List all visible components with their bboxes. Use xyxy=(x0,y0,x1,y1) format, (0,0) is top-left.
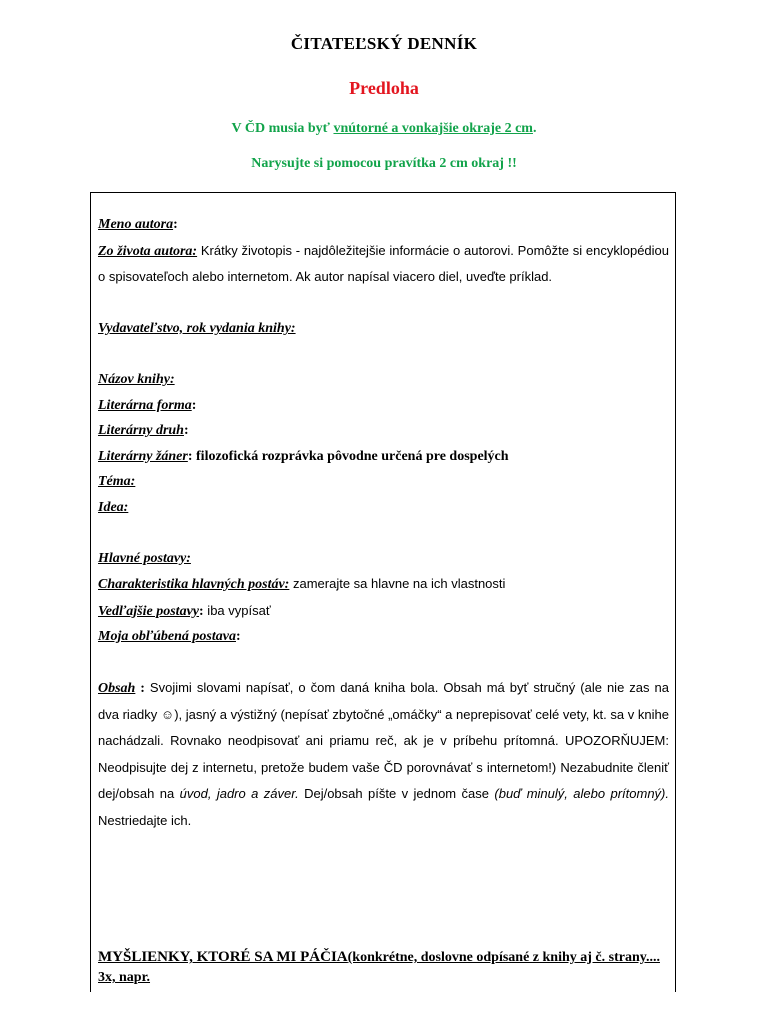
form-label: Literárna forma xyxy=(98,397,192,413)
form-line xyxy=(98,393,669,419)
life-text: Krátky životopis - najdôležitejšie informácie o autorovi. Pomôžte si encyklopédiou o spisovateľoch alebo internetom. Ak autor napísal viacero diel, uveďte príklad. xyxy=(98,242,669,284)
side-chars-colon: : xyxy=(199,603,204,619)
margin-note-prefix: V ČD musia byť xyxy=(231,121,334,136)
fav-char-label: Moja obľúbená postava xyxy=(98,629,236,644)
margin-note-underlined: vnútorné a vonkajšie okraje 2 cm xyxy=(333,121,533,136)
main-chars-label: Hlavné postavy: xyxy=(98,550,191,566)
kind-line xyxy=(98,418,669,444)
content-colon: : xyxy=(135,681,145,696)
quotes-heading-rest: (konkrétne, doslovne odpísané z knihy aj č. strany.... 3x, napr. xyxy=(98,950,660,985)
author-line xyxy=(98,212,669,238)
char-desc-label: Charakteristika hlavných postáv: xyxy=(98,577,290,592)
quotes-heading xyxy=(98,947,669,988)
idea-label: Idea: xyxy=(98,499,129,515)
side-chars-line xyxy=(98,598,669,625)
publisher-line xyxy=(98,316,669,342)
content-italic-1: úvod, jadro a záver. xyxy=(179,786,299,801)
side-chars-label: Vedľajšie postavy xyxy=(98,603,200,619)
quotes-heading-main: MYŠLIENKY, KTORÉ SA MI PÁČIA xyxy=(98,949,348,965)
content-paragraph xyxy=(98,675,669,834)
fav-char-colon: : xyxy=(235,629,241,644)
content-text-1: Svojimi slovami napísať, o čom daná kniha bola. Obsah má byť stručný (ale nie zas na dva riadky ☺), jasný a výstižný (nepísať zbytočné „omáčky“ a neprepisovať celé vety, kt. sa v knihe nachádzali. Rovnako neodpisovať ani priamu reč, ak je v príbehu prítomná. UPOZORŇUJEM: Neodpisujte dej z internetu, pretože budem vaše ČD porovnávať s internetom!) Nezabudnite členiť dej/obsah na xyxy=(98,680,669,801)
char-desc-line xyxy=(98,571,669,598)
fav-char-line xyxy=(98,624,669,650)
form-colon: : xyxy=(191,397,197,413)
content-label: Obsah xyxy=(98,681,136,696)
document-subtitle: Predloha xyxy=(349,78,419,98)
main-chars-line xyxy=(98,546,669,572)
genre-line xyxy=(98,444,669,470)
content-italic-2: (buď minulý, alebo prítomný). xyxy=(494,786,669,801)
ruler-note: Narysujte si pomocou pravítka 2 cm okraj !! xyxy=(251,156,517,171)
char-desc-value: zamerajte sa hlavne na ich vlastnosti xyxy=(289,576,506,591)
side-chars-value: iba vypísať xyxy=(203,602,271,618)
genre-value: filozofická rozprávka pôvodne určená pre dospelých xyxy=(192,448,509,464)
author-label: Meno autora xyxy=(98,217,174,232)
genre-colon: : xyxy=(187,448,193,464)
content-text-3: Nestriedajte ich. xyxy=(98,812,192,828)
content-text-2: Dej/obsah píšte v jednom čase xyxy=(298,786,495,801)
life-paragraph xyxy=(98,238,669,291)
kind-label: Literárny druh xyxy=(98,423,184,438)
margin-note xyxy=(0,121,768,137)
author-colon: : xyxy=(173,217,178,232)
margin-note-suffix: . xyxy=(532,121,537,136)
publisher-label: Vydavateľstvo, rok vydania knihy: xyxy=(98,321,296,336)
genre-label: Literárny žáner xyxy=(98,448,188,464)
book-title-line xyxy=(98,367,669,393)
idea-line xyxy=(98,495,669,521)
form-content xyxy=(98,212,669,834)
life-label: Zo života autora: xyxy=(98,243,198,259)
document-title: ČITATEĽSKÝ DENNÍK xyxy=(290,34,478,53)
theme-line xyxy=(98,469,669,495)
book-title-label: Názov knihy: xyxy=(98,372,175,387)
kind-colon: : xyxy=(183,423,189,438)
theme-label: Téma: xyxy=(98,474,136,489)
